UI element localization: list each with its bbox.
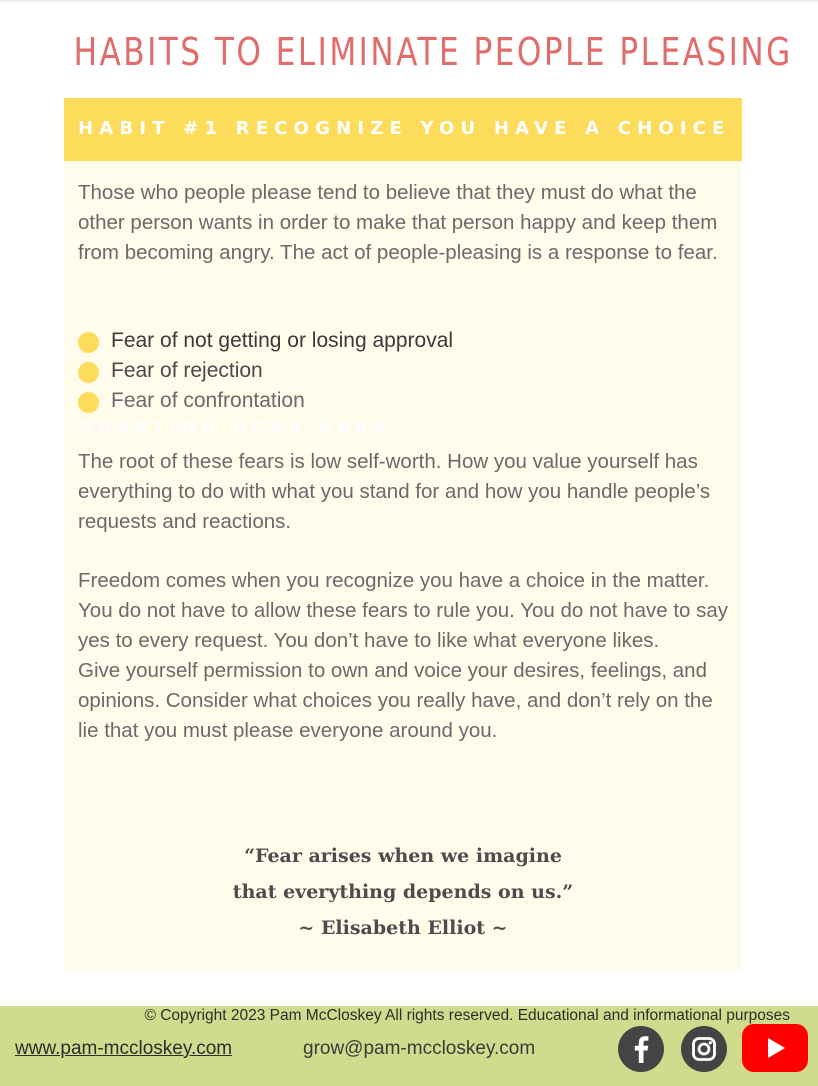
footer <box>0 1006 818 1086</box>
list-item-label: Fear of not getting or losing approval <box>111 329 454 352</box>
content-card <box>64 98 742 970</box>
top-divider <box>0 0 818 2</box>
list-item-label: Fear of confrontation <box>111 389 305 412</box>
quote-line-2: that everything depends on us.” <box>232 881 574 903</box>
fear-list <box>78 326 453 416</box>
bullet-dot-icon <box>78 332 99 353</box>
list-item <box>78 356 453 386</box>
list-item <box>78 326 453 356</box>
page-title: HABITS TO ELIMINATE PEOPLE PLEASING <box>73 30 793 74</box>
facebook-icon[interactable] <box>618 1026 664 1072</box>
copyright-notice: © Copyright 2023 Pam McCloskey All rights reserved. Educational and informational purposes <box>144 1007 790 1024</box>
list-item-label: Fear of rejection <box>111 359 263 382</box>
freedom-paragraph: Freedom comes when you recognize you have a choice in the matter. You do not have to allow these fears to rule you. You do not have to say yes to every request. You don’t have to like what everyone likes. <box>78 569 729 652</box>
website-link[interactable]: www.pam-mccloskey.com <box>15 1038 233 1059</box>
bullet-dot-icon <box>78 362 99 383</box>
placeholder-heading: QUESTION GOES HERE <box>78 418 391 438</box>
instagram-icon[interactable] <box>681 1026 727 1072</box>
quote-block <box>64 838 742 946</box>
quote-author: ~ Elisabeth Elliot ~ <box>298 917 508 939</box>
freedom-section <box>78 566 738 746</box>
quote-line-1: “Fear arises when we imagine <box>244 845 562 867</box>
list-item <box>78 386 453 416</box>
youtube-icon[interactable] <box>742 1024 808 1072</box>
habit-banner <box>64 98 742 161</box>
intro-paragraph: Those who people please tend to believe that they must do what the other person wants in order to make that person happy and keep them from becoming angry. The act of people-pleasing is a response to fear. <box>78 181 718 264</box>
self-worth-paragraph: The root of these fears is low self-worth. How you value yourself has everything to do with what you stand for and how you handle people’s requests and reactions. <box>78 450 711 533</box>
bullet-dot-icon <box>78 392 99 413</box>
habit-heading: HABIT #1 RECOGNIZE YOU HAVE A CHOICE <box>78 118 731 139</box>
email-link[interactable]: grow@pam-mccloskey.com <box>303 1038 536 1059</box>
permission-paragraph: Give yourself permission to own and voice your desires, feelings, and opinions. Consider what choices you really have, and don’t rely on the lie that you must please everyone around you. <box>78 659 713 742</box>
